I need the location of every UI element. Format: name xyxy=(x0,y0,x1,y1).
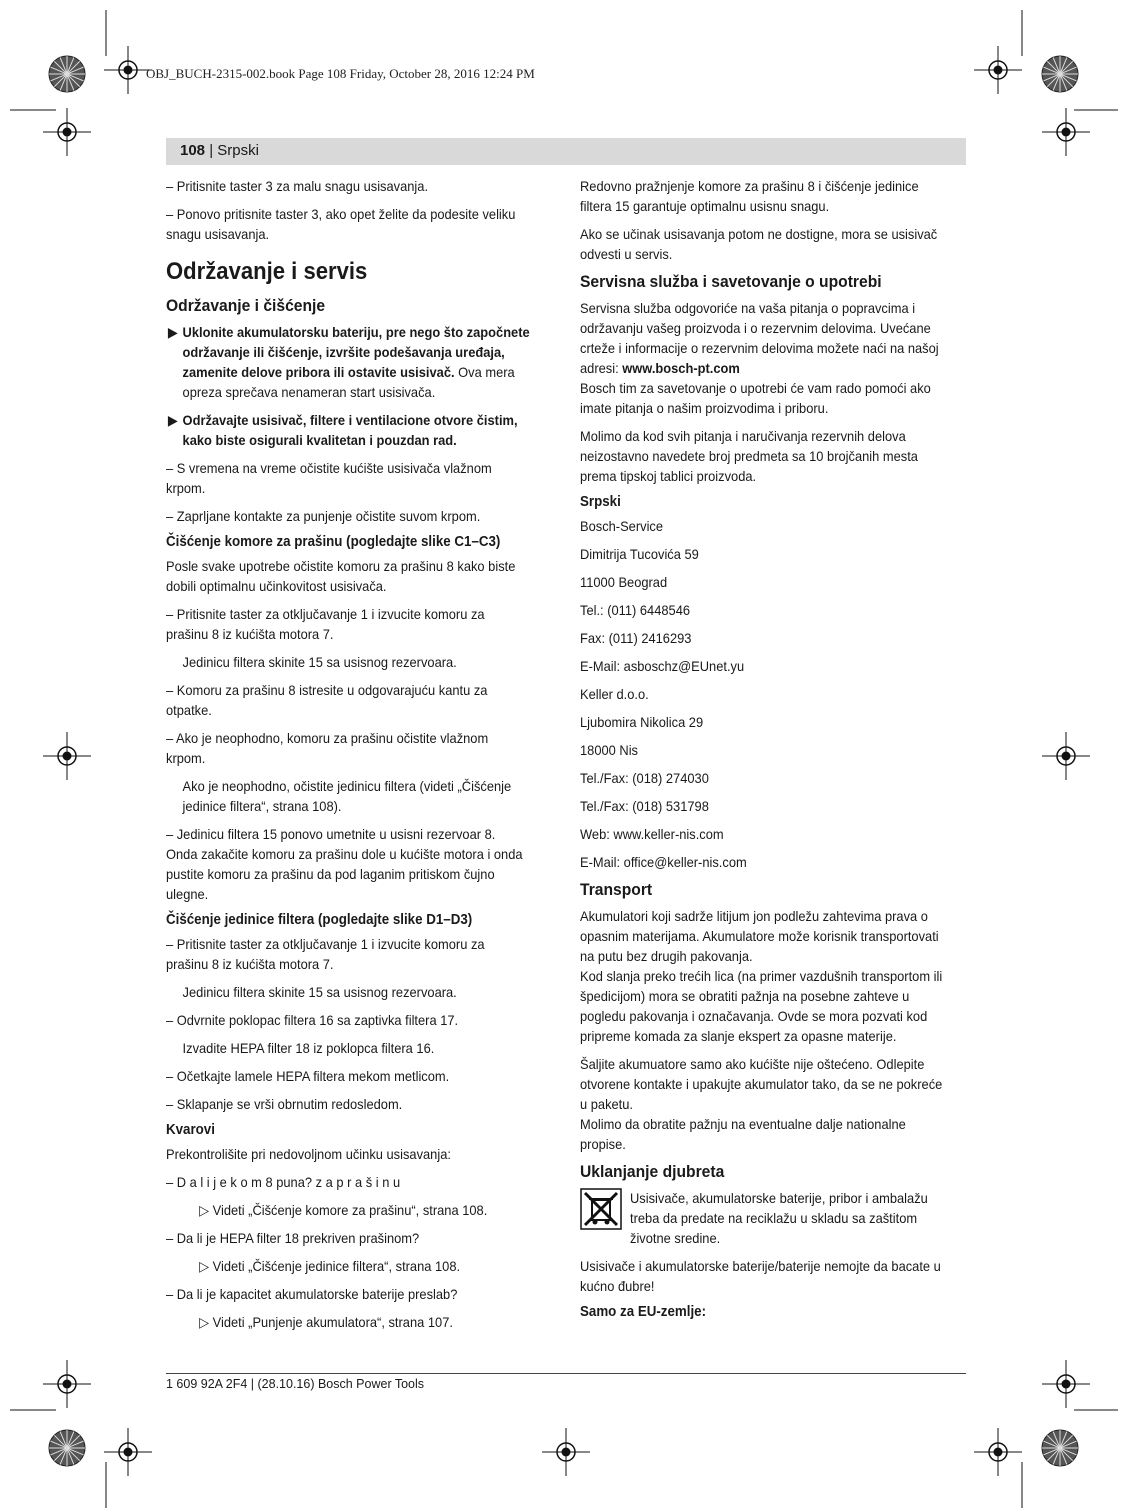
disposal-block xyxy=(580,1188,968,1248)
text-line: – Da li je kapacitet akumulatorske baterije preslab? xyxy=(166,1286,458,1302)
text-line: ▷ Videti „Čišćenje komore za prašinu“, strana 108. xyxy=(199,1202,488,1218)
contact-line: Bosch-Service xyxy=(580,518,664,534)
text-line: – Zaprljane kontakte za punjenje očistite suvom krpom. xyxy=(166,508,481,524)
text-line: – S vremena na vreme očistite kućište usisivača vlažnom krpom. xyxy=(166,460,492,496)
page-number: 108 xyxy=(180,142,206,159)
text-line: – D a l i j e k o m 8 puna? z a p r a š i n u xyxy=(166,1174,401,1190)
contact-line: Dimitrija Tucovića 59 xyxy=(580,546,699,562)
text-line: Akumulatori koji sadrže litijum jon podležu zahtevima prava o opasnim materijama. Akumulatore može korisnik transportovati na putu bez drugih pakovanja. Kod slanja preko trećih lica (na primer vazdušnih transportom ili špedicijom) mora se obratiti pažnja na posebne zahteve u pogledu pakovanja i označavanja. Ovde se mora pozvati kod pripreme komada za slanje ekspert za opasne materije. xyxy=(580,908,943,1044)
text-line: – Ako je neophodno, komoru za prašinu očistite vlažnom krpom. xyxy=(166,730,489,766)
page-number-label: 108 | Srpski xyxy=(180,142,259,159)
text-line: Izvadite HEPA filter 18 iz poklopca filtera 16. xyxy=(182,1040,435,1056)
footer-text: 1 609 92A 2F4 | (28.10.16) Bosch Power Tools xyxy=(166,1377,425,1391)
contact-email: E-Mail: asboschz@EUnet.yu xyxy=(580,658,745,674)
text-line: – Pritisnite taster za otključavanje 1 i izvucite komoru za prašinu 8 iz kućišta motora 7. xyxy=(166,936,485,972)
footer-rule xyxy=(166,1373,966,1374)
text-line: Jedinicu filtera skinite 15 sa usisnog rezervoara. xyxy=(182,654,457,670)
crossed-bin-icon xyxy=(580,1188,622,1230)
text-line: Usisivače, akumulatorske baterije, pribor i ambalažu treba da predate na reciklažu u skladu sa zaštitom životne sredine. xyxy=(630,1190,928,1246)
right-column xyxy=(580,176,968,1326)
heading-srpski: Srpski xyxy=(580,494,621,510)
text-line: ▷ Videti „Čišćenje jedinice filtera“, strana 108. xyxy=(199,1258,461,1274)
triangle-bullet-icon: ▶ xyxy=(167,324,178,340)
contact-line: Ljubomira Nikolica 29 xyxy=(580,714,704,730)
heading-eu-only: Samo za EU-zemlje: xyxy=(580,1304,707,1320)
contact-line: 11000 Beograd xyxy=(580,574,668,590)
text-line: Servisna služba odgovoriće na vaša pitanja o popravcima i održavanju vašeg proizvoda i o rezervnim delovima. Uvećane crteže i informacije o rezervnim delovima možete naći na našoj adresi: www.bosch-pt.com xyxy=(580,300,939,376)
text-line: Posle svake upotrebe očistite komoru za prašinu 8 kako biste dobili optimalnu učinkovitost usisivača. xyxy=(166,558,516,594)
text-line: – Očetkajte lamele HEPA filtera mekom metlicom. xyxy=(166,1068,450,1084)
triangle-bullet-icon: ▶ xyxy=(167,412,178,428)
warning-2: ▶ Održavajte usisivač, filtere i ventilacione otvore čistim, kako biste osigurali kvalitetan i pouzdan rad. xyxy=(167,412,518,448)
heading-faults: Kvarovi xyxy=(166,1122,215,1138)
section-name: Srpski xyxy=(217,142,259,159)
heading-disposal: Uklanjanje djubreta xyxy=(580,1162,725,1181)
heading-maintenance-service: Održavanje i servis xyxy=(166,258,368,285)
contact-email: E-Mail: office@keller-nis.com xyxy=(580,854,747,870)
text-line: – Jedinicu filtera 15 ponovo umetnite u usisni rezervoar 8. Onda zakačite komoru za prašinu dole u kućište motora i onda pustite komoru za prašinu da pod laganim pritiskom čujno ulegne. xyxy=(166,826,523,902)
left-column xyxy=(166,176,556,1340)
text-line: Bosch tim za savetovanje o upotrebi će vam rado pomoći ako imate pitanja o našim proizvodima i priboru. xyxy=(580,380,931,416)
contact-line: Fax: (011) 2416293 xyxy=(580,630,692,646)
text-line: – Pritisnite taster 3 za malu snagu usisavanja. xyxy=(166,178,429,194)
heading-dust-chamber: Čišćenje komore za prašinu (pogledajte slike C1–C3) xyxy=(166,534,501,550)
heading-transport: Transport xyxy=(580,880,653,899)
contact-line: Keller d.o.o. xyxy=(580,686,649,702)
text-line: – Odvrnite poklopac filtera 16 sa zaptivka filtera 17. xyxy=(166,1012,459,1028)
text-line: Usisivače i akumulatorske baterije/baterije nemojte da bacate u kućno đubre! xyxy=(580,1258,941,1294)
heading-maintenance-cleaning: Održavanje i čišćenje xyxy=(166,296,326,315)
warning-1: ▶ Uklonite akumulatorsku bateriju, pre nego što započnete održavanje ili čišćenje, izvršite podešavanja uređaja, zamenite delove pribora ili ostavite usisivač. Ova mera opreza sprečava nenameran start usisivača. xyxy=(167,324,530,400)
print-meta-line: OBJ_BUCH-2315-002.book Page 108 Friday, October 28, 2016 12:24 PM xyxy=(146,66,535,81)
text-line: Ako se učinak usisavanja potom ne dostigne, mora se usisivač odvesti u servis. xyxy=(580,226,938,262)
text-line: – Pritisnite taster za otključavanje 1 i izvucite komoru za prašinu 8 iz kućišta motora 7. xyxy=(166,606,485,642)
heading-service: Servisna služba i savetovanje o upotrebi xyxy=(580,272,882,291)
contact-line: Tel.: (011) 6448546 xyxy=(580,602,691,618)
text-line: – Komoru za prašinu 8 istresite u odgovarajuću kantu za otpatke. xyxy=(166,682,488,718)
contact-line: Tel./Fax: (018) 274030 xyxy=(580,770,709,786)
text-line: Prekontrolišite pri nedovoljnom učinku usisavanja: xyxy=(166,1146,451,1162)
contact-web: Web: www.keller-nis.com xyxy=(580,826,724,842)
text-line: Jedinicu filtera skinite 15 sa usisnog rezervoara. xyxy=(182,984,457,1000)
text-line: Šaljite akumuatore samo ako kućište nije oštećeno. Odlepite otvorene kontakte i upakujte akumulator tako, da se ne pokreće u paketu. Molimo da obratite pažnju na eventualne dalje nationalne propise. xyxy=(580,1056,943,1152)
contact-line: Tel./Fax: (018) 531798 xyxy=(580,798,709,814)
bosch-url-link[interactable]: www.bosch-pt.com xyxy=(622,360,740,376)
heading-filter-cleaning: Čišćenje jedinice filtera (pogledajte slike D1–D3) xyxy=(166,912,473,928)
text-line: Molimo da kod svih pitanja i naručivanja rezervnih delova neizostavno navedete broj predmeta sa 10 brojčanih mesta prema tipskoj tablici proizvoda. xyxy=(580,428,918,484)
text-line: Ako je neophodno, očistite jedinicu filtera (videti „Čišćenje jedinice filtera“, strana 108). xyxy=(182,778,512,814)
text-line: – Ponovo pritisnite taster 3, ako opet želite da podesite veliku snagu usisavanja. xyxy=(166,206,516,242)
contact-line: 18000 Nis xyxy=(580,742,639,758)
page-header xyxy=(166,138,966,165)
text-line: ▷ Videti „Punjenje akumulatora“, strana 107. xyxy=(199,1314,453,1330)
text-line: – Da li je HEPA filter 18 prekriven prašinom? xyxy=(166,1230,420,1246)
text-line: – Sklapanje se vrši obrnutim redosledom. xyxy=(166,1096,403,1112)
text-line: Redovno pražnjenje komore za prašinu 8 i čišćenje jedinice filtera 15 garantuje optimalnu usisnu snagu. xyxy=(580,178,919,214)
